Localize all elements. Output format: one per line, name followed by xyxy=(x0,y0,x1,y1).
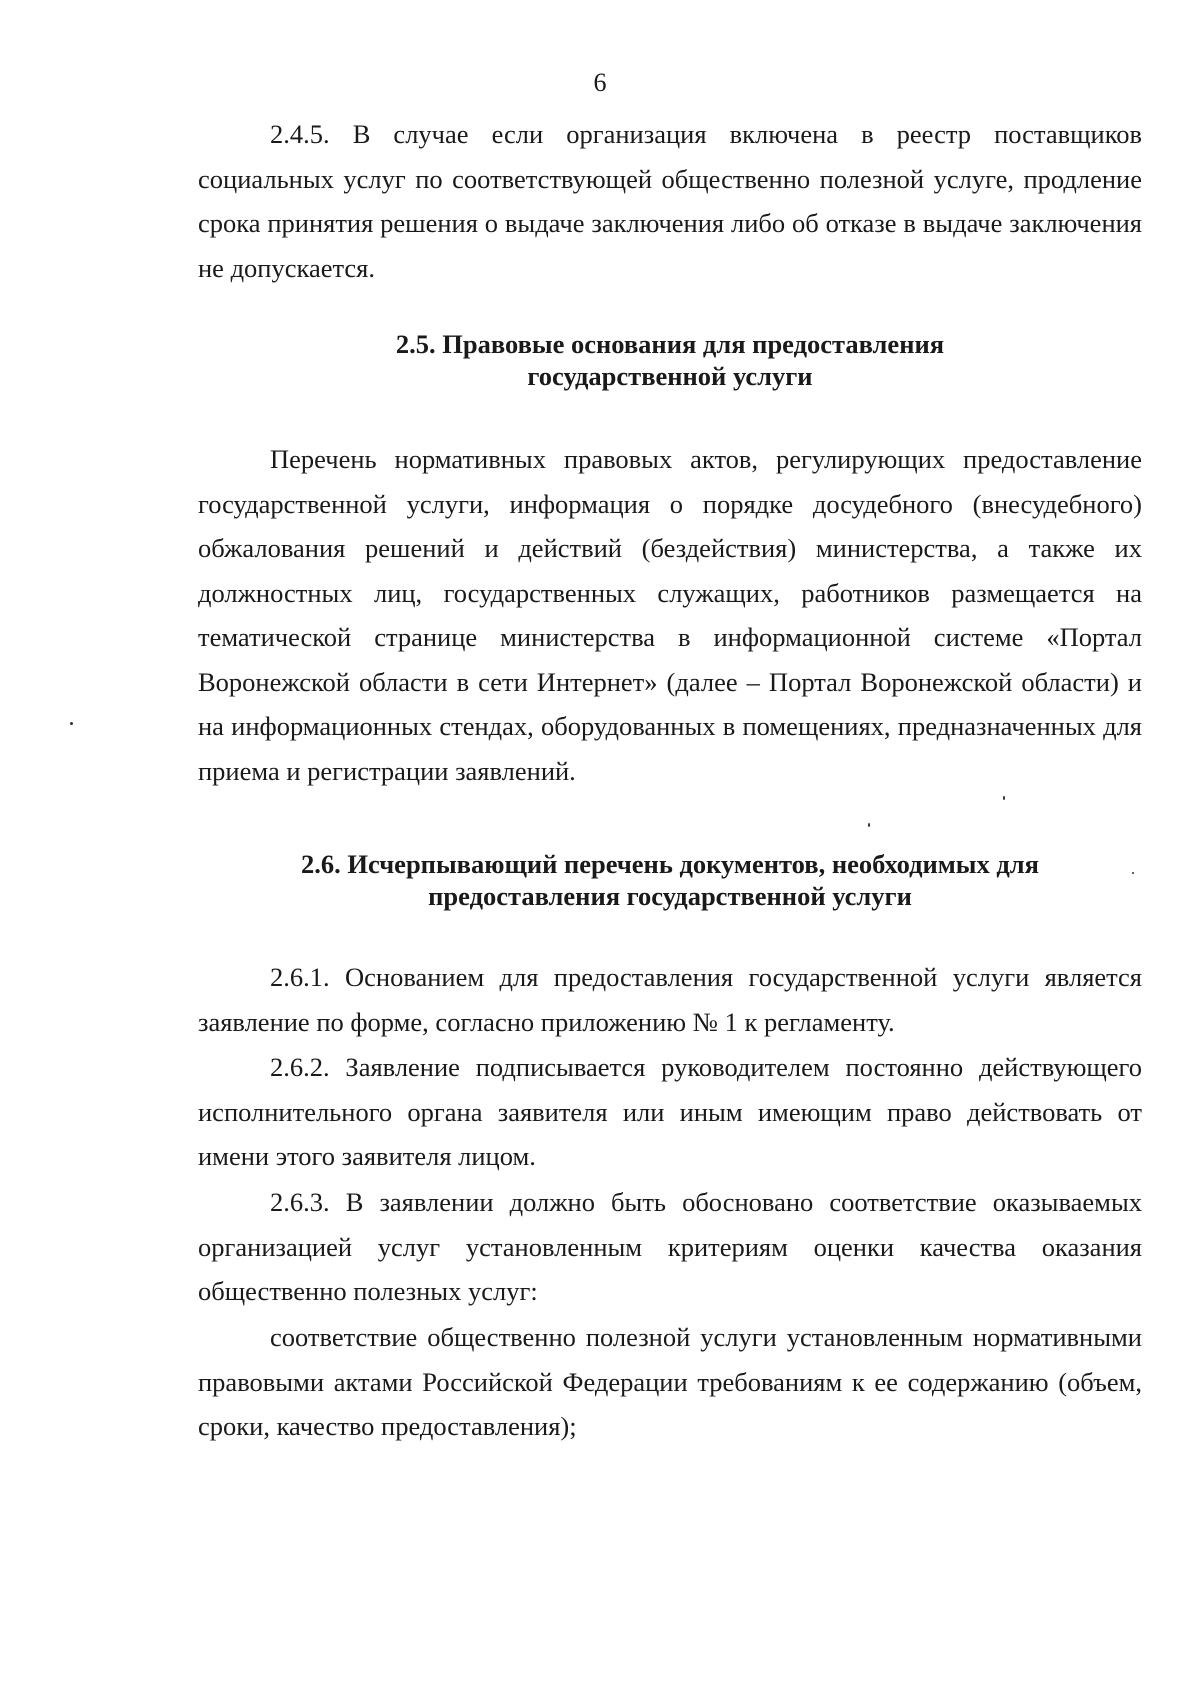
paragraph-2-6-3: 2.6.3. В заявлении должно быть обосновано соответствие оказываемых организацией услуг установленным критериям оценки качества оказания общественно полезных услуг: xyxy=(198,1187,1142,1306)
scan-speck xyxy=(868,823,870,827)
paragraph-2-4-5: 2.4.5. В случае если организация включена в реестр поставщиков социальных услуг по соответствующей общественно полезной услуге, продление срока принятия решения о выдаче заключения либо об отказе в выдаче заключения не допускается. xyxy=(198,119,1142,283)
section-heading-2-6 xyxy=(198,848,1142,912)
paragraph-criterion-1: соответствие общественно полезной услуги установленным нормативными правовыми актами Российской Федерации требованиям к ее содержанию (объем, сроки, качество предоставления); xyxy=(198,1322,1142,1441)
paragraph-2-5-body: Перечень нормативных правовых актов, регулирующих предоставление государственной услуги, информация о порядке досудебного (внесудебного) обжалования решений и действий (бездействия) министерства, а также их должностных лиц, государственных служащих, работников размещается на тематической странице министерства в информационной системе «Портал Воронежской области в сети Интернет» (далее – Портал Воронежской области) и на информационных стендах, оборудованных в помещениях, предназначенных для приема и регистрации заявлений. xyxy=(198,444,1142,786)
scan-speck xyxy=(1132,872,1134,874)
heading-line: предоставления государственной услуги xyxy=(428,881,912,911)
heading-line: 2.5. Правовые основания для предоставления xyxy=(395,329,945,359)
scan-speck xyxy=(1003,796,1005,800)
paragraph-2-6-2: 2.6.2. Заявление подписывается руководителем постоянно действующего исполнительного органа заявителя или иным имеющим право действовать от имени этого заявителя лицом. xyxy=(198,1052,1142,1171)
heading-line: государственной услуги xyxy=(527,361,813,391)
heading-line: 2.6. Исчерпывающий перечень документов, необходимых для xyxy=(301,849,1039,879)
section-heading-2-5 xyxy=(198,328,1142,392)
paragraph-2-6-1: 2.6.1. Основанием для предоставления государственной услуги является заявление по форме, согласно приложению № 1 к регламенту. xyxy=(198,962,1142,1037)
page-number: 6 xyxy=(593,68,607,97)
scan-speck xyxy=(70,722,73,725)
